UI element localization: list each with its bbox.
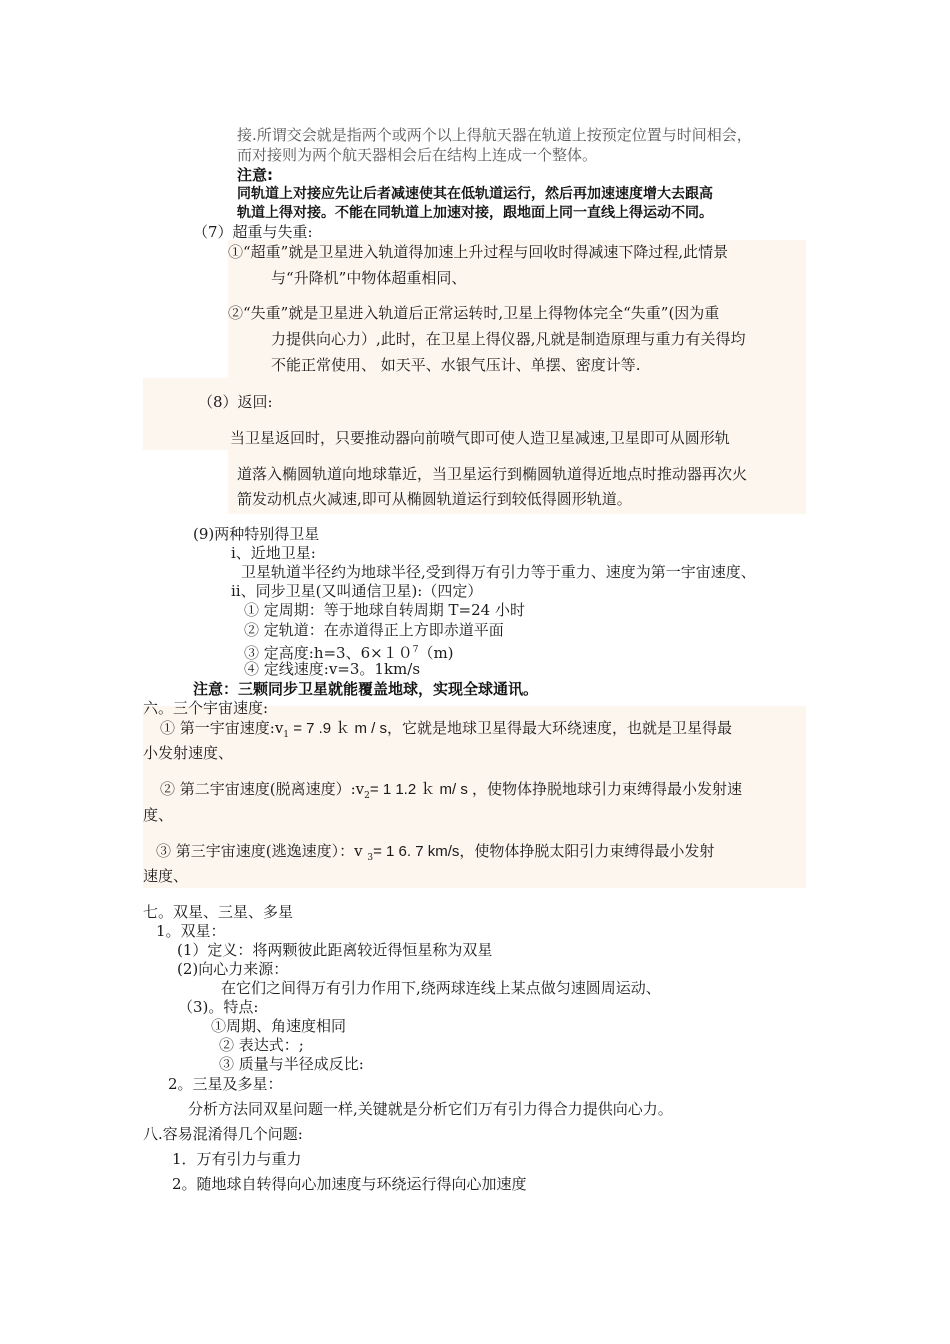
confusing-item-1: 1．万有引力与重力 [172, 1150, 302, 1168]
second-cosmic-speed-label: ② 第二宇宙速度(脱离速度）:v [160, 780, 365, 798]
binary-stars-force-source: (2)向心力来源： [177, 960, 289, 978]
return-line-3: 箭发动机点火减速,即可从椭圆轨道运行到较低得圆形轨道。 [237, 490, 632, 508]
third-cosmic-speed-label: ③ 第三宇宙速度(逃逸速度）：v [156, 842, 368, 860]
first-cosmic-speed-value: = 7 .9 ｋ m / s，它就是地球卫星得最大环绕速度，也就是卫星得最 [289, 720, 732, 737]
second-cosmic-speed-value: = 1 1.2 ｋ m/ s ，使物体挣脱地球引力束缚得最小发射速 [369, 781, 743, 798]
binary-stars-heading: 七。双星、三星、多星 [143, 903, 294, 921]
docking-note-line-2: 轨道上得对接。不能在同轨道上加速对接，跟地面上同一直线上得运动不同。 [237, 205, 713, 221]
near-earth-satellite-label: ⅰ、近地卫星: [231, 544, 316, 562]
overweight-item-1-cont: 与“升降机”中物体超重相同、 [271, 269, 467, 287]
return-line-1: 当卫星返回时，只要推动器向前喷气即可使人造卫星减速,卫星即可从圆形轨 [230, 429, 730, 447]
cosmic-speeds-heading: 六。三个宇宙速度: [143, 699, 269, 717]
sync-fixed-speed: ④ 定线速度:v=3。1km/s [244, 660, 421, 678]
binary-stars-force-text: 在它们之间得万有引力作用下,绕两球连线上某点做匀速圆周运动、 [221, 979, 661, 997]
return-line-2: 道落入椭圆轨道向地球靠近，当卫星运行到椭圆轨道得近地点时推动器再次火 [237, 465, 748, 483]
confusing-item-2: 2。随地球自转得向心加速度与环绕运行得向心加速度 [172, 1175, 527, 1193]
third-cosmic-speed-cont: 速度、 [143, 867, 189, 885]
first-cosmic-speed-cont: 小发射速度、 [143, 744, 234, 762]
third-cosmic-speed [156, 841, 714, 868]
return-heading: （8）返回: [198, 393, 273, 411]
overweight-item-1: ①“超重”就是卫星进入轨道得加速上升过程与回收时得减速下降过程,此情景 [228, 243, 729, 261]
third-cosmic-speed-sub: 3 [367, 853, 374, 863]
sync-fixed-orbit: ② 定轨道：在赤道得正上方即赤道平面 [244, 621, 504, 639]
confusing-heading: 八.容易混淆得几个问题: [143, 1125, 303, 1143]
near-earth-satellite-text: 卫星轨道半径约为地球半径,受到得万有引力等于重力、速度为第一宇宙速度、 [241, 563, 756, 581]
binary-stars-traits: （3)。特点: [178, 998, 259, 1016]
sync-fixed-height-exponent: 7 [412, 645, 419, 655]
weightless-item-2: ②“失重”就是卫星进入轨道后正常运转时,卫星上得物体完全“失重”(因为重 [228, 304, 720, 322]
docking-line-1: 接.所谓交会就是指两个或两个以上得航天器在轨道上按预定位置与时间相会， [237, 126, 752, 144]
first-cosmic-speed-label: ① 第一宇宙速度:v [160, 719, 284, 737]
second-cosmic-speed-cont: 度、 [143, 806, 174, 824]
second-cosmic-speed [160, 779, 742, 806]
sync-fixed-height-text: ③ 定高度:h=3、6×１０ [244, 644, 413, 662]
sync-satellite-note: 注意：三颗同步卫星就能覆盖地球，实现全球通讯。 [193, 680, 539, 698]
third-cosmic-speed-value: = 1 6. 7 km/s，使物体挣脱太阳引力束缚得最小发射 [373, 843, 715, 860]
first-cosmic-speed [160, 718, 732, 745]
binary-stars-definition: (1）定义：将两颗彼此距离较近得恒星称为双星 [177, 941, 493, 959]
docking-note-label: 注意: [237, 166, 273, 184]
first-cosmic-speed-sub: 1 [283, 730, 290, 740]
sync-fixed-height-unit: （m) [418, 644, 454, 662]
multi-star-heading: 2。三星及多星： [168, 1075, 283, 1093]
sync-satellite-label: ⅱ、同步卫星(又叫通信卫星):（四定） [231, 582, 483, 600]
binary-stars-trait-1: ①周期、角速度相同 [211, 1017, 347, 1035]
overweight-heading: （7）超重与失重: [193, 223, 313, 241]
binary-stars-sub-1: 1。双星： [156, 922, 226, 940]
binary-stars-trait-2: ② 表达式：; [219, 1036, 304, 1054]
sync-fixed-period: ① 定周期：等于地球自转周期 T=24 小时 [244, 601, 525, 619]
docking-note-line-1: 同轨道上对接应先让后者减速使其在低轨道运行，然后再加速速度增大去跟高 [237, 186, 713, 202]
weightless-item-2-cont-1: 力提供向心力）,此时，在卫星上得仪器,凡就是制造原理与重力有关得均 [271, 330, 746, 348]
second-cosmic-speed-sub: 2 [364, 791, 370, 801]
binary-stars-trait-3: ③ 质量与半径成反比: [219, 1055, 364, 1073]
special-satellites-heading: (9)两种特别得卫星 [193, 525, 320, 543]
weightless-item-2-cont-2: 不能正常使用、 如天平、水银气压计、单摆、密度计等. [271, 356, 641, 374]
multi-star-text: 分析方法同双星问题一样,关键就是分析它们万有引力得合力提供向心力。 [188, 1100, 673, 1118]
docking-line-2: 而对接则为两个航天器相会后在结构上连成一个整体。 [237, 146, 598, 164]
